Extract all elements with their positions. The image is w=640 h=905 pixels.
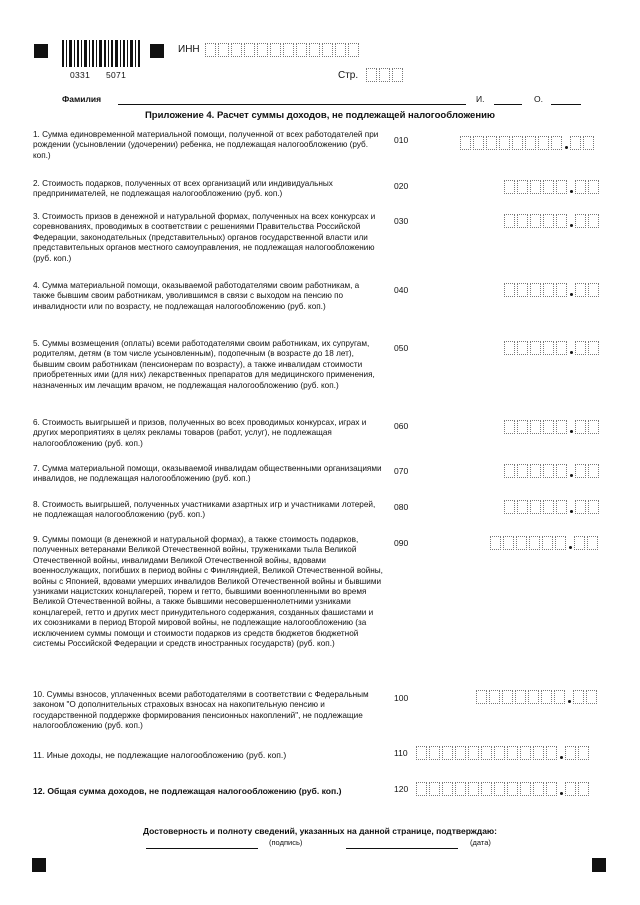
signature-label: (подпись) — [269, 838, 303, 847]
row-090-code: 090 — [394, 538, 409, 548]
page-title: Приложение 4. Расчет суммы доходов, не подлежащей налогообложению — [144, 110, 496, 121]
row-070-code: 070 — [394, 466, 409, 476]
patronymic-initial-label: О. — [534, 94, 543, 104]
inn-label: ИНН — [178, 44, 200, 55]
inn-input[interactable] — [205, 43, 361, 57]
row-100-text: 10. Суммы взносов, уплаченных всеми работодателями в соответствии с Федеральным законом "О дополнительных страховых взносах на накопительную пенсию и государственной поддержке формирования пенсионных накоплений", не подлежащие налогообложению (руб. коп.) — [33, 690, 369, 731]
row-110-amount-input[interactable] — [416, 746, 591, 760]
row-040-code: 040 — [394, 285, 409, 295]
name-initial-label: И. — [476, 94, 485, 104]
barcode-icon — [62, 40, 140, 67]
row-120-amount-input[interactable] — [416, 782, 591, 796]
name-initial-field[interactable] — [494, 104, 522, 105]
date-field[interactable] — [346, 848, 458, 849]
row-020-code: 020 — [394, 181, 409, 191]
row-030-text: 3. Стоимость призов в денежной и натуральной формах, полученных на всех конкурсах и соревнованиях, проводимых в соответствии с решениями Правительства Российской Федерации, законодательных (представительных) органов государственной власти или представительных органов местного самоуправления, не подлежащая налогообложению (руб. коп.) — [33, 212, 376, 263]
row-020-amount-input[interactable] — [504, 180, 601, 194]
row-090-text: 9. Суммы помощи (в денежной и натуральной формах), а также стоимость подарков, полученных ветеранами Великой Отечественной войны, тружениками тыла Великой Отечественной войны, инвалидами Великой Отечественной войны, вдовами военнослужащих, погибших в период войны с Финляндией, Великой Отечественной войны, войны с Японией, вдовами умерших инвалидов Великой Отечественной войны и бывшими узниками нацистских концлагерей, тюрем и гетто, бывшими военнопленными во время Великой Отечественной войны, а также бывшими несовершеннолетними узниками концлагерей, гетто и других мест принудительного содержания, созданных фашистами и их союзниками в период Второй мировой войны, не подлежащие налогообложению (за исключением суммы помощи и стоимости подарков из средств бюджетов бюджетной системы Российской Федерации и средств иностранных государств) (руб. коп.) — [33, 535, 383, 649]
row-020-text: 2. Стоимость подарков, полученных от всех организаций или индивидуальных предпринимателей, не подлежащая налогообложению (руб. коп.) — [33, 179, 333, 199]
row-060-text: 6. Стоимость выигрышей и призов, полученных во всех проводимых конкурсах, играх и других мероприятиях в целях рекламы товаров (работ, услуг), не подлежащая налогообложению (руб. коп.) — [33, 418, 367, 448]
row-070-text: 7. Сумма материальной помощи, оказываемой инвалидам общественными организациями инвалидов, не подлежащая налогообложению (руб. коп.) — [33, 464, 382, 484]
row-050-amount-input[interactable] — [504, 341, 601, 355]
barcode-number-right: 5071 — [106, 70, 127, 80]
signature-field[interactable] — [146, 848, 258, 849]
row-090-amount-input[interactable] — [490, 536, 600, 550]
row-040-text: 4. Сумма материальной помощи, оказываемой работодателями своим работникам, а также бывшим своим работникам, уволившимся в связи с выходом на пенсию по инвалидности или по возрасту, не подлежащая налогообложению (руб. коп.) — [33, 281, 360, 311]
row-030-amount-input[interactable] — [504, 214, 601, 228]
row-050-text: 5. Суммы возмещения (оплаты) всеми работодателями своим работникам, их супругам, родителям, детям (в том числе усыновленным), подопечным (в возрасте до 18 лет), бывшим своим работникам (пенсионерам по возрасту), а также инвалидам стоимости приобретенных ими (для них) лекарственных препаратов для медицинского применения, назначенных им лечащим врачом, не подлежащая налогообложению (руб. коп.) — [33, 339, 375, 390]
confirmation-statement: Достоверность и полноту сведений, указанных на данной странице, подтверждаю: — [142, 826, 498, 836]
barcode-number-left: 0331 — [70, 70, 91, 80]
row-030-code: 030 — [394, 216, 409, 226]
row-110-code: 110 — [394, 748, 408, 758]
row-040-amount-input[interactable] — [504, 283, 601, 297]
row-080-amount-input[interactable] — [504, 500, 601, 514]
corner-mark-bottom-left — [32, 858, 46, 872]
page-label: Стр. — [338, 70, 359, 81]
row-080-text: 8. Стоимость выигрышей, полученных участниками азартных игр и участниками лотерей, не подлежащая налогообложению (руб. коп.) — [33, 500, 376, 520]
row-010-code: 010 — [394, 135, 409, 145]
date-label: (дата) — [470, 838, 491, 847]
row-100-code: 100 — [394, 693, 409, 703]
row-050-code: 050 — [394, 343, 409, 353]
page-number-input[interactable] — [366, 68, 405, 82]
patronymic-initial-field[interactable] — [551, 104, 581, 105]
row-060-code: 060 — [394, 421, 409, 431]
row-060-amount-input[interactable] — [504, 420, 601, 434]
row-010-text: 1. Сумма единовременной материальной помощи, полученной от всех работодателей при рождении (усыновлении (удочерении) ребенка, не подлежащая налогообложению (руб. коп.) — [33, 130, 379, 160]
corner-mark-top-middle — [150, 44, 164, 58]
row-120-code: 120 — [394, 784, 409, 794]
row-120-text: 12. Общая сумма доходов, не подлежащая налогообложению (руб. коп.) — [33, 786, 342, 796]
row-070-amount-input[interactable] — [504, 464, 601, 478]
row-010-amount-input[interactable] — [460, 136, 596, 150]
row-080-code: 080 — [394, 502, 409, 512]
surname-field[interactable] — [118, 104, 466, 105]
row-110-text: 11. Иные доходы, не подлежащие налогообложению (руб. коп.) — [33, 750, 287, 760]
corner-mark-top-left — [34, 44, 48, 58]
corner-mark-bottom-right — [592, 858, 606, 872]
row-100-amount-input[interactable] — [476, 690, 599, 704]
surname-label: Фамилия — [62, 94, 102, 104]
